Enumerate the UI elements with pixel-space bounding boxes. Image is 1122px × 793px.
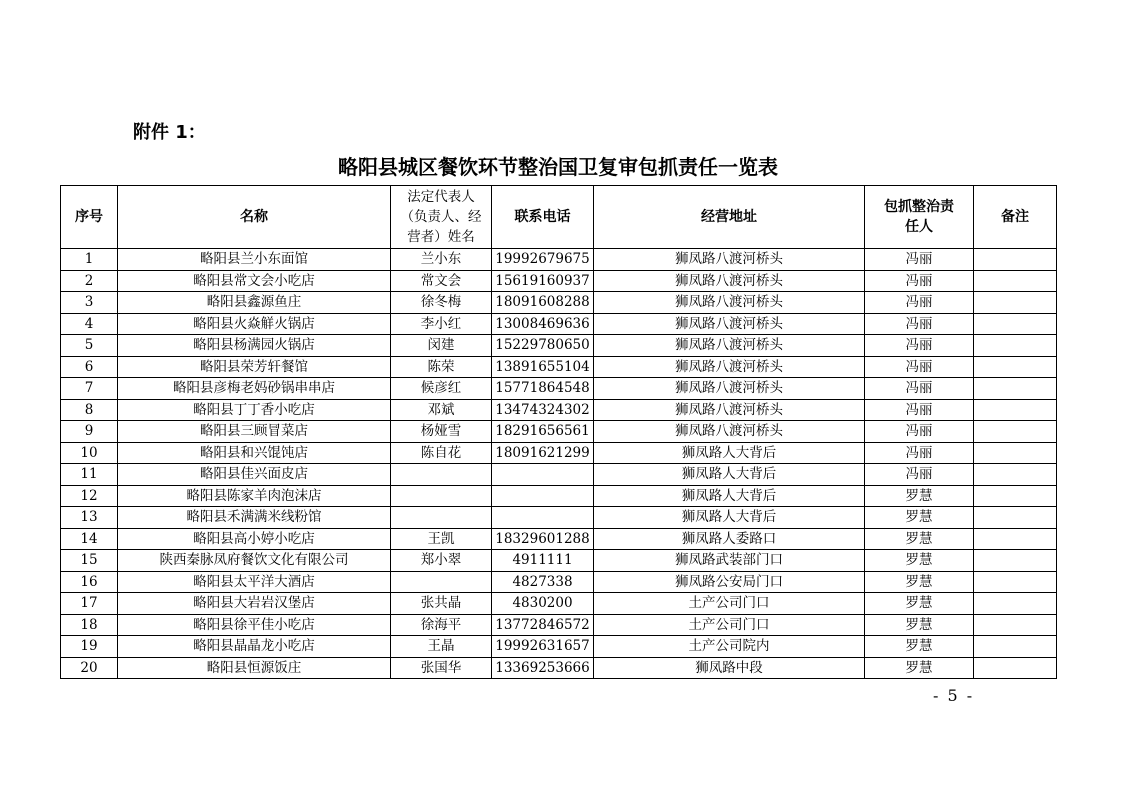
table-row bbox=[61, 657, 1057, 679]
cell-address: 狮凤路八渡河桥头 bbox=[594, 421, 865, 443]
cell-address: 狮凤路中段 bbox=[594, 657, 865, 679]
cell-remark bbox=[974, 550, 1057, 572]
cell-responsible: 冯丽 bbox=[865, 356, 974, 378]
cell-legal-rep: 郑小翠 bbox=[391, 550, 492, 572]
cell-responsible: 冯丽 bbox=[865, 249, 974, 271]
table-row bbox=[61, 249, 1057, 271]
document-title: 略阳县城区餐饮环节整治国卫复审包抓责任一览表 bbox=[338, 155, 778, 179]
cell-seq: 18 bbox=[61, 614, 118, 636]
cell-seq: 3 bbox=[61, 292, 118, 314]
cell-phone: 4911111 bbox=[492, 550, 594, 572]
table-row bbox=[61, 528, 1057, 550]
page-number: - 5 - bbox=[933, 686, 975, 705]
cell-remark bbox=[974, 571, 1057, 593]
cell-responsible: 罗慧 bbox=[865, 614, 974, 636]
cell-seq: 15 bbox=[61, 550, 118, 572]
cell-address: 狮凤路人大背后 bbox=[594, 507, 865, 529]
cell-legal-rep: 陈自花 bbox=[391, 442, 492, 464]
cell-legal-rep bbox=[391, 485, 492, 507]
cell-address: 狮凤路八渡河桥头 bbox=[594, 335, 865, 357]
table-row bbox=[61, 378, 1057, 400]
cell-phone: 15229780650 bbox=[492, 335, 594, 357]
cell-seq: 12 bbox=[61, 485, 118, 507]
cell-remark bbox=[974, 485, 1057, 507]
cell-legal-rep bbox=[391, 571, 492, 593]
cell-remark bbox=[974, 657, 1057, 679]
cell-seq: 10 bbox=[61, 442, 118, 464]
cell-seq: 8 bbox=[61, 399, 118, 421]
table-row bbox=[61, 313, 1057, 335]
cell-seq: 6 bbox=[61, 356, 118, 378]
table-row bbox=[61, 442, 1057, 464]
cell-address: 狮凤路人委路口 bbox=[594, 528, 865, 550]
cell-phone: 13369253666 bbox=[492, 657, 594, 679]
cell-phone: 18091621299 bbox=[492, 442, 594, 464]
cell-phone bbox=[492, 485, 594, 507]
table-row bbox=[61, 485, 1057, 507]
cell-phone: 15619160937 bbox=[492, 270, 594, 292]
cell-phone: 4827338 bbox=[492, 571, 594, 593]
table-row bbox=[61, 464, 1057, 486]
cell-responsible: 冯丽 bbox=[865, 292, 974, 314]
cell-legal-rep bbox=[391, 464, 492, 486]
cell-remark bbox=[974, 335, 1057, 357]
header-phone: 联系电话 bbox=[492, 186, 594, 249]
cell-address: 土产公司门口 bbox=[594, 614, 865, 636]
cell-remark bbox=[974, 399, 1057, 421]
cell-address: 狮凤路八渡河桥头 bbox=[594, 399, 865, 421]
cell-address: 狮凤路人大背后 bbox=[594, 442, 865, 464]
header-responsible bbox=[865, 186, 974, 249]
cell-phone bbox=[492, 507, 594, 529]
cell-legal-rep bbox=[391, 507, 492, 529]
cell-address: 狮凤路公安局门口 bbox=[594, 571, 865, 593]
header-remarks: 备注 bbox=[974, 186, 1057, 249]
cell-name: 略阳县三顾冒菜店 bbox=[118, 421, 391, 443]
cell-remark bbox=[974, 313, 1057, 335]
cell-remark bbox=[974, 356, 1057, 378]
table-row bbox=[61, 421, 1057, 443]
cell-name: 略阳县高小婷小吃店 bbox=[118, 528, 391, 550]
cell-responsible: 罗慧 bbox=[865, 507, 974, 529]
cell-seq: 7 bbox=[61, 378, 118, 400]
header-responsible-line2: 任人 bbox=[905, 219, 933, 235]
cell-seq: 5 bbox=[61, 335, 118, 357]
cell-name: 略阳县恒源饭庄 bbox=[118, 657, 391, 679]
responsibility-table bbox=[60, 185, 1057, 679]
header-address: 经营地址 bbox=[594, 186, 865, 249]
cell-name: 略阳县徐平佳小吃店 bbox=[118, 614, 391, 636]
cell-legal-rep: 张共晶 bbox=[391, 593, 492, 615]
cell-responsible: 冯丽 bbox=[865, 421, 974, 443]
cell-seq: 4 bbox=[61, 313, 118, 335]
cell-seq: 16 bbox=[61, 571, 118, 593]
header-legal-rep-line3: 营者）姓名 bbox=[407, 229, 475, 245]
cell-legal-rep: 王晶 bbox=[391, 636, 492, 658]
table-row bbox=[61, 550, 1057, 572]
table-row bbox=[61, 335, 1057, 357]
cell-legal-rep: 徐海平 bbox=[391, 614, 492, 636]
header-seq: 序号 bbox=[61, 186, 118, 249]
cell-address: 狮凤路八渡河桥头 bbox=[594, 356, 865, 378]
cell-responsible: 冯丽 bbox=[865, 313, 974, 335]
header-legal-rep-line1: 法定代表人 bbox=[407, 189, 475, 205]
cell-phone: 18091608288 bbox=[492, 292, 594, 314]
cell-responsible: 罗慧 bbox=[865, 593, 974, 615]
table-row bbox=[61, 356, 1057, 378]
cell-remark bbox=[974, 464, 1057, 486]
table-row bbox=[61, 399, 1057, 421]
cell-phone: 13891655104 bbox=[492, 356, 594, 378]
cell-legal-rep: 王凯 bbox=[391, 528, 492, 550]
cell-address: 狮凤路八渡河桥头 bbox=[594, 313, 865, 335]
cell-legal-rep: 徐冬梅 bbox=[391, 292, 492, 314]
cell-legal-rep: 候彦红 bbox=[391, 378, 492, 400]
cell-responsible: 冯丽 bbox=[865, 335, 974, 357]
cell-phone: 18329601288 bbox=[492, 528, 594, 550]
header-legal-rep bbox=[391, 186, 492, 249]
cell-seq: 19 bbox=[61, 636, 118, 658]
cell-responsible: 冯丽 bbox=[865, 399, 974, 421]
cell-name: 略阳县佳兴面皮店 bbox=[118, 464, 391, 486]
cell-name: 略阳县常文会小吃店 bbox=[118, 270, 391, 292]
cell-phone bbox=[492, 464, 594, 486]
cell-name: 略阳县彦梅老妈砂锅串串店 bbox=[118, 378, 391, 400]
cell-legal-rep: 邓斌 bbox=[391, 399, 492, 421]
table-row bbox=[61, 270, 1057, 292]
cell-phone: 4830200 bbox=[492, 593, 594, 615]
cell-remark bbox=[974, 528, 1057, 550]
cell-legal-rep: 兰小东 bbox=[391, 249, 492, 271]
cell-legal-rep: 陈荣 bbox=[391, 356, 492, 378]
header-responsible-line1: 包抓整治责 bbox=[884, 199, 954, 215]
cell-remark bbox=[974, 593, 1057, 615]
cell-phone: 19992631657 bbox=[492, 636, 594, 658]
cell-phone: 19992679675 bbox=[492, 249, 594, 271]
cell-phone: 13474324302 bbox=[492, 399, 594, 421]
cell-responsible: 冯丽 bbox=[865, 378, 974, 400]
table-header-row bbox=[61, 186, 1057, 249]
cell-seq: 9 bbox=[61, 421, 118, 443]
cell-remark bbox=[974, 249, 1057, 271]
cell-remark bbox=[974, 378, 1057, 400]
cell-responsible: 罗慧 bbox=[865, 528, 974, 550]
cell-remark bbox=[974, 421, 1057, 443]
cell-name: 略阳县丁丁香小吃店 bbox=[118, 399, 391, 421]
cell-phone: 13008469636 bbox=[492, 313, 594, 335]
cell-legal-rep: 杨娅雪 bbox=[391, 421, 492, 443]
table-row bbox=[61, 292, 1057, 314]
cell-name: 略阳县大岩岩汉堡店 bbox=[118, 593, 391, 615]
cell-address: 狮凤路人大背后 bbox=[594, 464, 865, 486]
cell-responsible: 罗慧 bbox=[865, 636, 974, 658]
cell-address: 狮凤路八渡河桥头 bbox=[594, 270, 865, 292]
cell-responsible: 罗慧 bbox=[865, 657, 974, 679]
cell-responsible: 罗慧 bbox=[865, 485, 974, 507]
cell-legal-rep: 张国华 bbox=[391, 657, 492, 679]
table-body bbox=[61, 249, 1057, 679]
cell-address: 土产公司门口 bbox=[594, 593, 865, 615]
cell-responsible: 冯丽 bbox=[865, 270, 974, 292]
table-row bbox=[61, 614, 1057, 636]
cell-legal-rep: 闵建 bbox=[391, 335, 492, 357]
cell-name: 略阳县晶晶龙小吃店 bbox=[118, 636, 391, 658]
cell-remark bbox=[974, 292, 1057, 314]
cell-legal-rep: 李小红 bbox=[391, 313, 492, 335]
cell-address: 狮凤路人大背后 bbox=[594, 485, 865, 507]
cell-name: 略阳县兰小东面馆 bbox=[118, 249, 391, 271]
cell-name: 略阳县和兴馄饨店 bbox=[118, 442, 391, 464]
cell-responsible: 冯丽 bbox=[865, 442, 974, 464]
cell-remark bbox=[974, 507, 1057, 529]
cell-seq: 14 bbox=[61, 528, 118, 550]
cell-address: 狮凤路八渡河桥头 bbox=[594, 378, 865, 400]
cell-seq: 20 bbox=[61, 657, 118, 679]
cell-name: 略阳县杨满园火锅店 bbox=[118, 335, 391, 357]
cell-seq: 11 bbox=[61, 464, 118, 486]
cell-seq: 1 bbox=[61, 249, 118, 271]
cell-name: 陕西秦脉凤府餐饮文化有限公司 bbox=[118, 550, 391, 572]
cell-name: 略阳县禾满满米线粉馆 bbox=[118, 507, 391, 529]
cell-phone: 18291656561 bbox=[492, 421, 594, 443]
cell-remark bbox=[974, 442, 1057, 464]
cell-responsible: 罗慧 bbox=[865, 571, 974, 593]
cell-responsible: 冯丽 bbox=[865, 464, 974, 486]
cell-name: 略阳县太平洋大酒店 bbox=[118, 571, 391, 593]
table-row bbox=[61, 593, 1057, 615]
cell-seq: 17 bbox=[61, 593, 118, 615]
table-row bbox=[61, 571, 1057, 593]
cell-name: 略阳县火焱觧火锅店 bbox=[118, 313, 391, 335]
cell-address: 土产公司院内 bbox=[594, 636, 865, 658]
cell-address: 狮凤路武装部门口 bbox=[594, 550, 865, 572]
cell-remark bbox=[974, 270, 1057, 292]
cell-legal-rep: 常文会 bbox=[391, 270, 492, 292]
cell-remark bbox=[974, 636, 1057, 658]
cell-remark bbox=[974, 614, 1057, 636]
header-name: 名称 bbox=[118, 186, 391, 249]
cell-address: 狮凤路八渡河桥头 bbox=[594, 292, 865, 314]
cell-seq: 2 bbox=[61, 270, 118, 292]
attachment-label: 附件 1： bbox=[133, 122, 206, 143]
cell-seq: 13 bbox=[61, 507, 118, 529]
cell-responsible: 罗慧 bbox=[865, 550, 974, 572]
table-row bbox=[61, 636, 1057, 658]
cell-name: 略阳县鑫源鱼庄 bbox=[118, 292, 391, 314]
header-legal-rep-line2: （负责人、经 bbox=[400, 209, 482, 225]
cell-name: 略阳县陈家羊肉泡沫店 bbox=[118, 485, 391, 507]
table-row bbox=[61, 507, 1057, 529]
cell-phone: 13772846572 bbox=[492, 614, 594, 636]
cell-address: 狮凤路八渡河桥头 bbox=[594, 249, 865, 271]
cell-phone: 15771864548 bbox=[492, 378, 594, 400]
cell-name: 略阳县荣芳轩餐馆 bbox=[118, 356, 391, 378]
